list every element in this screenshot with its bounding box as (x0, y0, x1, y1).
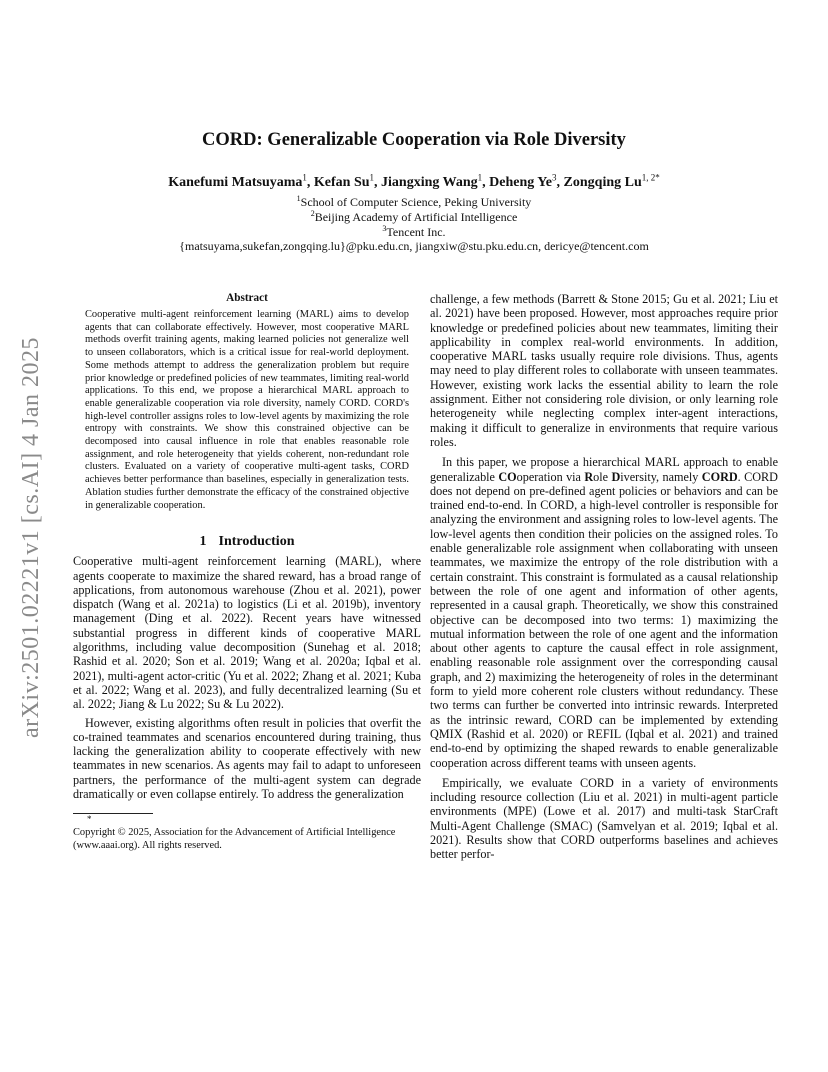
abstract-heading: Abstract (226, 292, 268, 304)
author: Jiangxing Wang$^1$, (381, 172, 490, 190)
arxiv-stamp (10, 307, 54, 767)
right-column (430, 292, 778, 862)
copyright-notice: Copyright © 2025, Association for the Advancement of Artificial Intelligence (www.aaai.org). All rights reserved. (73, 827, 396, 851)
arxiv-stamp-text: arXiv:2501.02221v1 [cs.AI] 4 Jan 2025 (18, 336, 45, 738)
abstract-body: Cooperative multi-agent reinforcement learning (MARL) aims to develop agents that can collaborate effectively. However, most cooperative MARL methods overfit training agents, making learned policies not generalize well to unseen collaborators, which is a critical issue for real-world deployment. Some methods attempt to address the generalization problem but require prior knowledge or predefined policies of new teammates, limiting real-world applications. To this end, we propose a hierarchical MARL approach to enable generalizable cooperation via role diversity, namely CORD. CORD's high-level controller assigns roles to low-level agents by maximizing the role entropy with constraints. We show this constrained objective can be decomposed into causal influence in role that enables reasonable role assignment, and role heterogeneity that yields coherent, non-redundant role clusters. Evaluated on a variety of cooperative multi-agent tasks, CORD achieves better performance than baselines, especially in generalization tests. Ablation studies further demonstrate the efficacy of the constrained objective in generalizable cooperation. (85, 309, 409, 511)
affiliation: $^2$Beijing Academy of Artificial Intelligence (310, 209, 518, 224)
author-emails: {matsuyama,sukefan,zongqing.lu}@pku.edu.cn, jiangxiw@stu.pku.edu.cn, dericye@tencent.com (179, 239, 649, 253)
author: Kanefumi Matsuyama$^1$, (168, 172, 314, 190)
section-heading-introduction: 1 Introduction (199, 534, 295, 550)
author: Deheng Ye$^3$, (489, 172, 564, 190)
left-column (73, 292, 421, 852)
affiliation: $^1$School of Computer Science, Peking University (296, 194, 532, 209)
intro-paragraph: Empirically, we evaluate CORD in a variety of environments including resource collection (Liu et al. 2021) in multi-agent particle environments (MPE) (Lowe et al. 2017) and multi-task StarCraft Multi-Agent Challenge (SMAC) (Samvelyan et al. 2019; Iqbal et al. 2021). Results show that CORD outperforms baselines and achieves better perfor- (430, 775, 778, 862)
intro-paragraph: challenge, a few methods (Barrett & Stone 2015; Gu et al. 2021; Liu et al. 2021) have been proposed. However, most approaches require prior knowledge or predefined policies about new teammates, limiting their applicability in complex real-world environments. In addition, cooperative MARL tasks usually require role divisions. Thus, agents may need to play different roles to collaborate with unseen teammates. However, existing work lacks the essential ability to learn the role assignment. Either not considering role division, or only learning role heterogeneity while neglecting complex inter-agent interactions, making it difficult to generalize in environments that require various roles. (430, 292, 778, 449)
author: Zongqing $Lu^{1, 2*}$ (563, 172, 660, 190)
author-list (0, 172, 828, 191)
footnote-marker: * (87, 814, 92, 825)
author: Kefan Su$^1$, (313, 172, 382, 190)
paper-title: CORD: Generalizable Cooperation via Role Diversity (202, 130, 626, 150)
intro-paragraph: However, existing algorithms often result in policies that overfit the co-trained teammates and scenarios encountered during training, thus lacking the generalization ability to cooperate effectively with new teammates in new scenarios. As agents may fail to adapt to unforeseen partners, the performance of the multi-agent system can degrade dramatically or even collapse entirely. To address the generalization (73, 715, 421, 801)
intro-paragraph: In this paper, we propose a hierarchical MARL approach to enable generalizable COoperation via Role Diversity, namely CORD. CORD does not depend on pre-defined agent policies or behaviors and can be trained end-to-end. In CORD, a high-level controller is responsible for analyzing the environment and assigning roles to low-level agents. The low-level agents then condition their policies on the assigned roles. To enable generalizable role assignment when collaborating with unseen teammates, we maximize the entropy of the role distribution with a certain constraint. This constraint is formulated as a causal relationship between the role of one agent and information of other agents, represented in a causal graph. Theoretically, we show this constrained objective can be decomposed into two terms: 1) maximizing the mutual information between the role of one agent and the information about other agents to capture the causal effect in role assignment, enabling reasonable role assignment over the corresponding causal graph, and 2) maximizing the heterogeneity of roles in the determinant form to yield more coherent role clusters without redundancy. These two terms can further be converted into intrinsic rewards. Interpreted as the intrinsic reward, CORD can be implemented by extending QMIX (Rashid et al. 2020) or REFIL (Iqbal et al. 2021) and trained end-to-end by optimizing the shaped rewards to enable generalizable cooperation across different teams with unseen agents. (430, 455, 778, 770)
affiliation: $^3$Tencent Inc. (382, 224, 446, 239)
intro-paragraph: Cooperative multi-agent reinforcement learning (MARL), where agents cooperate to maximize the shared reward, has a broad range of applications, from autonomous warehouse (Zhou et al. 2021), power dispatch (Wang et al. 2021a) to logistics (Li et al. 2019b), inventory management (Ding et al. 2022). Recent years have witnessed substantial progress in different kinds of cooperative MARL algorithms, including value decomposition (Sunehag et al. 2018; Rashid et al. 2020; Son et al. 2019; Wang et al. 2020a; Iqbal et al. 2021), multi-agent actor-critic (Yu et al. 2022; Zhang et al. 2021; Kuba et al. 2022; Wang et al. 2023), and fully decentralized learning (Su et al. 2022; Jiang & Lu 2022; Su & Lu 2022). (73, 554, 421, 712)
